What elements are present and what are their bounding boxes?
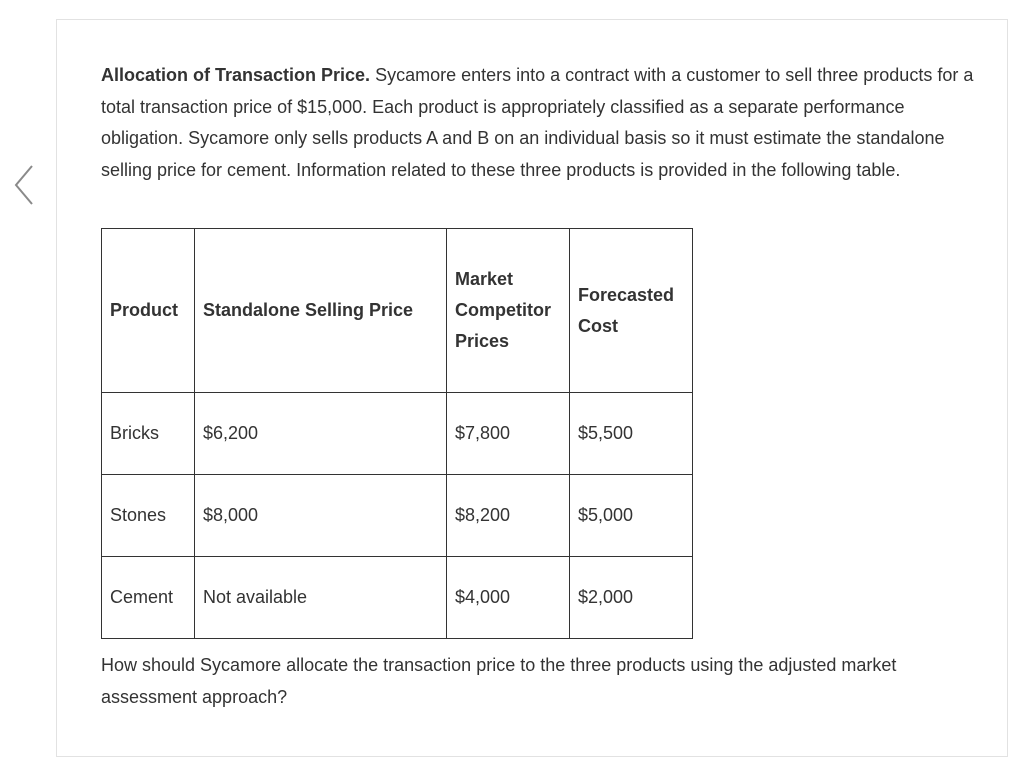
cell-market-price: $4,000 (447, 557, 570, 639)
cell-forecasted-cost: $2,000 (570, 557, 693, 639)
chevron-left-icon (8, 162, 42, 208)
table-row (102, 475, 693, 557)
intro-title: Allocation of Transaction Price. (101, 65, 371, 85)
cell-standalone-price: $8,000 (195, 475, 447, 557)
intro-paragraph (101, 60, 981, 186)
header-forecasted-cost: Forecasted Cost (570, 229, 693, 393)
cell-standalone-price: $6,200 (195, 393, 447, 475)
cell-product: Bricks (102, 393, 195, 475)
cell-product: Cement (102, 557, 195, 639)
cell-market-price: $7,800 (447, 393, 570, 475)
cell-forecasted-cost: $5,000 (570, 475, 693, 557)
cell-product: Stones (102, 475, 195, 557)
previous-button[interactable] (8, 162, 42, 208)
cell-market-price: $8,200 (447, 475, 570, 557)
header-standalone-price: Standalone Selling Price (195, 229, 447, 393)
intro-body: Sycamore enters into a contract with a customer to sell three products for a total transaction price of $15,000. Each product is appropriately classified as a separate performance obligation. Sycamore only sells products A and B on an individual basis so it must estimate the standalone selling price for cement. Information related to these three products is provided in the following table. (101, 65, 974, 180)
cell-standalone-price: Not available (195, 557, 447, 639)
cell-forecasted-cost: $5,500 (570, 393, 693, 475)
question-text: How should Sycamore allocate the transaction price to the three products using the adjusted market assessment approach? (101, 655, 897, 707)
table-row (102, 557, 693, 639)
table-header-row (102, 229, 693, 393)
question-card (56, 19, 1008, 757)
header-market-competitor-prices: Market Competitor Prices (447, 229, 570, 393)
product-table (101, 228, 693, 639)
table-row (102, 393, 693, 475)
header-product: Product (102, 229, 195, 393)
